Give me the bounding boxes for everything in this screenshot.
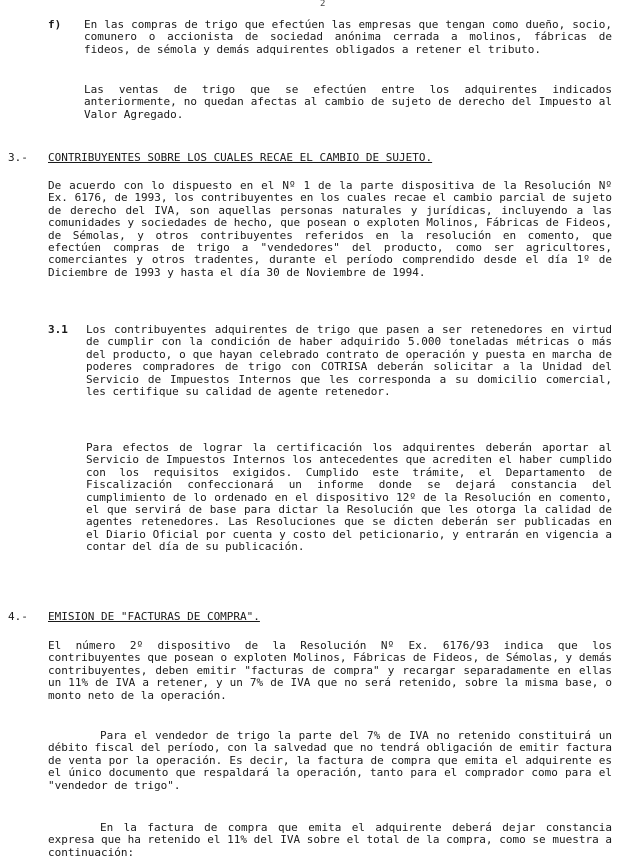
section-4-p3: En la factura de compra que emita el adquirente deberá dejar constancia expresa que ha retenido el 11% del IVA sobre el total de la compra, como se muestra a continuación: (48, 821, 612, 859)
section-4-p2: Para el vendedor de trigo la parte del 7% de IVA no retenido constituirá un débito fiscal del período, con la salvedad que no tendrá obligación de emitir factura de venta por la operación. Es decir, la factura de compra que emita el adquirente es el único documento que respaldará la operación, tanto para el comprador como para el "vendedor de trigo". (48, 729, 612, 792)
section-4-title: EMISION DE "FACTURAS DE COMPRA". (48, 610, 260, 623)
item-f-text: En las compras de trigo que efectúen las empresas que tengan como dueño, socio, comunero o accionista de sociedad anónima cerrada a molinos, fábricas de fideos, de sémola y demás adquirentes obligados a retener el tributo. (84, 18, 612, 56)
section-4-number: 4.- (8, 610, 28, 623)
section-3-1-text: Los contribuyentes adquirentes de trigo que pasen a ser retenedores en virtud de cumplir con la condición de haber adquirido 5.000 toneladas métricas o más del producto, o que hayan celebrado contrato de operación y puesta en marcha de poderes compradores de trigo con COTRISA deberán solicitar a la Unidad del Servicio de Impuestos Internos que les corresponda a su domicilio comercial, les certifique su calidad de agente retenedor. (86, 323, 612, 399)
item-f-note: Las ventas de trigo que se efectúen entre los adquirentes indicados anteriormente, no quedan afectas al cambio de sujeto de derecho del Impuesto al Valor Agregado. (84, 83, 612, 121)
page-number: 2 (320, 0, 326, 9)
section-3-title: CONTRIBUYENTES SOBRE LOS CUALES RECAE EL CAMBIO DE SUJETO. (48, 151, 433, 164)
section-3-1-text2: Para efectos de lograr la certificación los adquirentes deberán aportar al Servicio de Impuestos Internos los antecedentes que acrediten el haber cumplido con los requisitos exigidos. Cumplido este trámite, el Departamento de Fiscalización confeccionará un informe donde se dejará constancia del cumplimiento de lo ordenado en el dispositivo 12º de la Resolución en comento, el que servirá de base para dictar la Resolución que les otorga la calidad de agentes retenedores. Las Resoluciones que se dicten deberán ser publicadas en el Diario Oficial por cuenta y costo del peticionario, y entrarán en vigencia a contar del día de su publicación. (86, 441, 612, 554)
section-4-p1: El número 2º dispositivo de la Resolución Nº Ex. 6176/93 indica que los contribuyentes que posean o exploten Molinos, Fábricas de Fideos, de Sémolas, y demás contribuyentes, deben emitir "facturas de compra" y recargar separadamente en ellas un 11% de IVA a retener, y un 7% de IVA que no será retenido, sobre la misma base, o monto neto de la operación. (48, 639, 612, 702)
item-f-label: f) (48, 18, 62, 31)
section-3-number: 3.- (8, 151, 28, 164)
section-3-intro: De acuerdo con lo dispuesto en el Nº 1 de la parte dispositiva de la Resolución Nº Ex. 6176, de 1993, los contribuyentes en los cuales recae el cambio parcial de sujeto de derecho del IVA, son aquellas personas naturales y jurídicas, incluyendo a las comunidades y sociedades de hecho, que posean o exploten Molinos, Fábricas de Fideos, de Sémolas, y otros contribuyentes referidos en la resolución en comento, que efectúen compras de trigo a "vendedores" del producto, como ser agricultores, comerciantes y otros tradentes, durante el período comprendido desde el día 1º de Diciembre de 1993 y hasta el día 30 de Noviembre de 1994. (48, 179, 612, 279)
section-3-1-number: 3.1 (48, 323, 68, 336)
